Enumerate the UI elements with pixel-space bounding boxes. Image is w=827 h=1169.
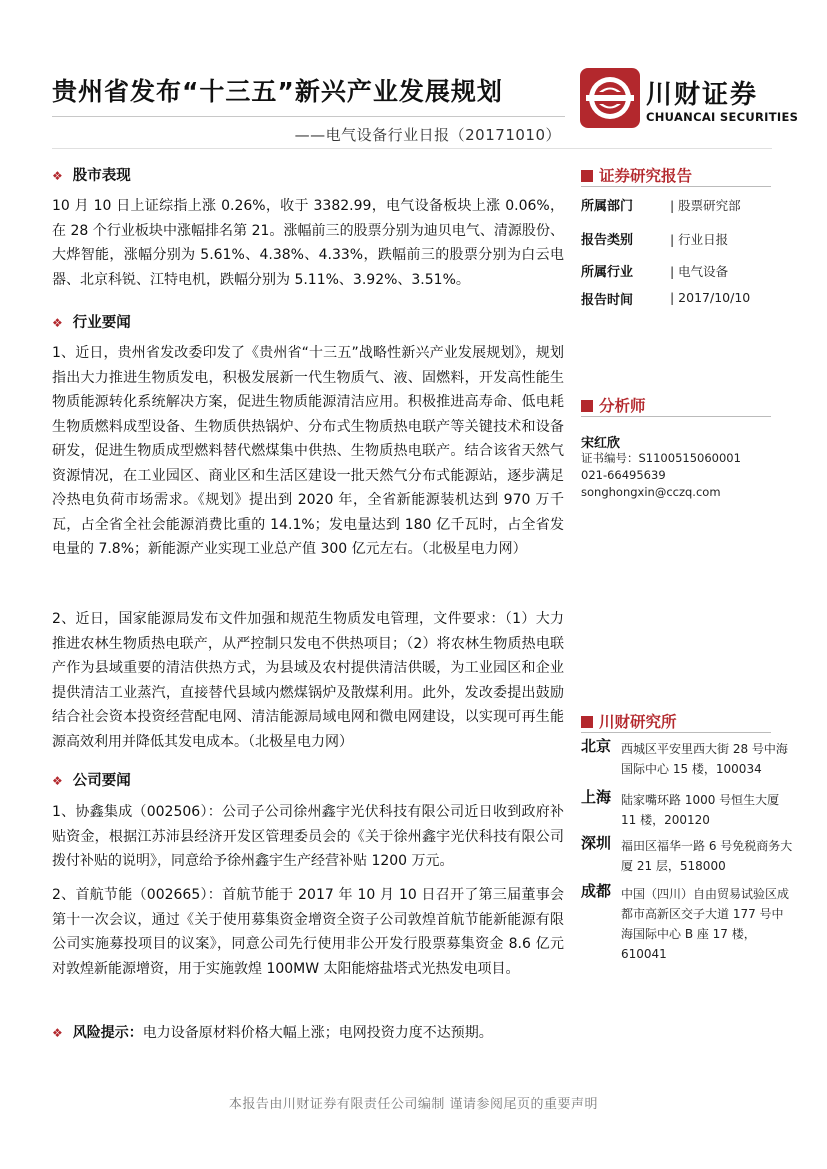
company-heading: ❖ 公司要闻 xyxy=(52,773,131,789)
diamond-bullet-icon: ❖ xyxy=(52,1026,63,1040)
header-divider xyxy=(52,148,772,149)
chuancai-logo-icon xyxy=(580,68,640,128)
report-heading: 证券研究报告 xyxy=(581,164,692,186)
brand-name-cn: 川财证券 xyxy=(646,80,759,110)
report-row-value: | 2017/10/10 xyxy=(670,290,751,305)
company-news-item: 1、协鑫集成（002506）：公司子公司徐州鑫宇光伏科技有限公司近日收到政府补贴资金，根据江苏沛县经济开发区管理委员会的《关于徐州鑫宇光伏科技有限公司拨付补贴的说明》，同意给予徐州鑫宇生产经营补贴 1200 万元。 xyxy=(52,804,564,869)
report-row-key: 报告类别 xyxy=(581,233,634,248)
square-bullet-icon xyxy=(581,170,593,182)
institute-divider xyxy=(581,732,771,733)
report-row-value: | 行业日报 xyxy=(670,232,729,247)
report-row-value: | 股票研究部 xyxy=(670,198,741,213)
report-divider xyxy=(581,186,771,187)
institute-heading: 川财研究所 xyxy=(581,710,677,732)
risk-warning xyxy=(52,1022,493,1042)
report-row-key: 所属行业 xyxy=(581,265,634,280)
office-city: 上海 xyxy=(581,788,612,806)
report-row-value: | 电气设备 xyxy=(670,264,729,279)
diamond-bullet-icon: ❖ xyxy=(52,316,63,330)
analyst-phone: 021-66495639 xyxy=(581,468,666,482)
title-divider xyxy=(52,116,565,117)
diamond-bullet-icon: ❖ xyxy=(52,169,63,183)
company-news-item: 2、首航节能（002665）：首航节能于 2017 年 10 月 10 日召开了第三届董事会第十一次会议，通过《关于使用募集资金增资全资子公司敦煌首航节能新能源有限公司实施募投项目的议案》，同意公司先行使用非公开发行股票募集资金 8.6 亿元对敦煌新能源增资，用于实施敦煌 100MW 太阳能熔盐塔式光热发电项目。 xyxy=(52,887,564,977)
analyst-email[interactable]: songhongxin@cczq.com xyxy=(581,485,721,499)
risk-text: 电力设备原材料价格大幅上涨；电网投资力度不达预期。 xyxy=(142,1025,493,1041)
brand-name-en: CHUANCAI SECURITIES xyxy=(646,110,799,124)
square-bullet-icon xyxy=(581,716,593,728)
office-city: 北京 xyxy=(581,737,612,755)
market-heading: ❖ 股市表现 xyxy=(52,168,131,184)
report-row-key: 所属部门 xyxy=(581,199,634,214)
industry-heading: ❖ 行业要闻 xyxy=(52,315,131,331)
diamond-bullet-icon: ❖ xyxy=(52,774,63,788)
office-address: 福田区福华一路 6 号免税商务大厦 21 层，518000 xyxy=(621,839,793,873)
page-title: 贵州省发布“十三五”新兴产业发展规划 xyxy=(52,77,503,106)
office-city: 成都 xyxy=(581,882,612,900)
analyst-name: 宋红欣 xyxy=(581,436,621,451)
industry-news-item: 1、近日，贵州省发改委印发了《贵州省“十三五”战略性新兴产业发展规划》，规划指出大力推进生物质发电，积极发展新一代生物质气、液、固燃料，开发高性能生物质能源转化系统解决方案，促进生物质能源清洁应用。积极推进高寿命、低电耗生物质燃料成型设备、生物质供热锅炉、分布式生物质热电联产等关键技术和设备研发，促进生物质成型燃料替代燃煤集中供热、生物质热电联产。结合该省天然气资源情况，在工业园区、商业区和生活区建设一批天然气分布式能源站，逐步满足冷热电负荷市场需求。《规划》提出到 2020 年，全省新能源装机达到 970 万千瓦，占全省全社会能源消费比重的 14.1%；发电量达到 180 亿千瓦时，占全省发电量的 7.8%；新能源产业实现工业总产值 300 亿元左右。（北极星电力网） xyxy=(52,345,564,557)
office-address: 西城区平安里西大街 28 号中海国际中心 15 楼，100034 xyxy=(621,742,788,776)
office-address: 陆家嘴环路 1000 号恒生大厦 11 楼，200120 xyxy=(621,793,780,827)
page-footer: 本报告由川财证券有限责任公司编制 谨请参阅尾页的重要声明 xyxy=(228,1097,599,1112)
square-bullet-icon xyxy=(581,400,593,412)
risk-label: 风险提示： xyxy=(72,1025,143,1041)
report-row-key: 报告时间 xyxy=(581,293,634,308)
office-address: 中国（四川）自由贸易试验区成都市高新区交子大道 177 号中海国际中心 B 座 17 楼，610041 xyxy=(621,887,790,961)
industry-news-item: 2、近日，国家能源局发布文件加强和规范生物质发电管理，文件要求：（1）大力推进农林生物质热电联产，从严控制只发电不供热项目；（2）将农林生物质热电联产作为县域重要的清洁供热方式，为县域及农村提供清洁供暖，为工业园区和企业提供清洁工业蒸汽，直接替代县域内燃煤锅炉及散煤利用。此外，发改委提出鼓励结合社会资本投资经营配电网、清洁能源局域电网和微电网建设，以实现可再生能源高效利用并降低其发电成本。（北极星电力网） xyxy=(52,611,564,750)
page-subtitle: ——电气设备行业日报（20171010） xyxy=(294,126,561,144)
analyst-heading: 分析师 xyxy=(581,394,646,416)
analyst-divider xyxy=(581,416,771,417)
market-summary: 10 月 10 日上证综指上涨 0.26%，收于 3382.99，电气设备板块上涨 0.06%，在 28 个行业板块中涨幅排名第 21。涨幅前三的股票分别为迪贝电气、清源股份、大烨智能，涨幅分别为 5.61%、4.38%、4.33%，跌幅前三的股票分别为白云电器、北京科锐、江特电机，跌幅分别为 5.11%、3.92%、3.51%。 xyxy=(52,198,564,288)
analyst-cert: 证书编号：S1100515060001 xyxy=(581,451,741,465)
office-city: 深圳 xyxy=(581,834,612,852)
